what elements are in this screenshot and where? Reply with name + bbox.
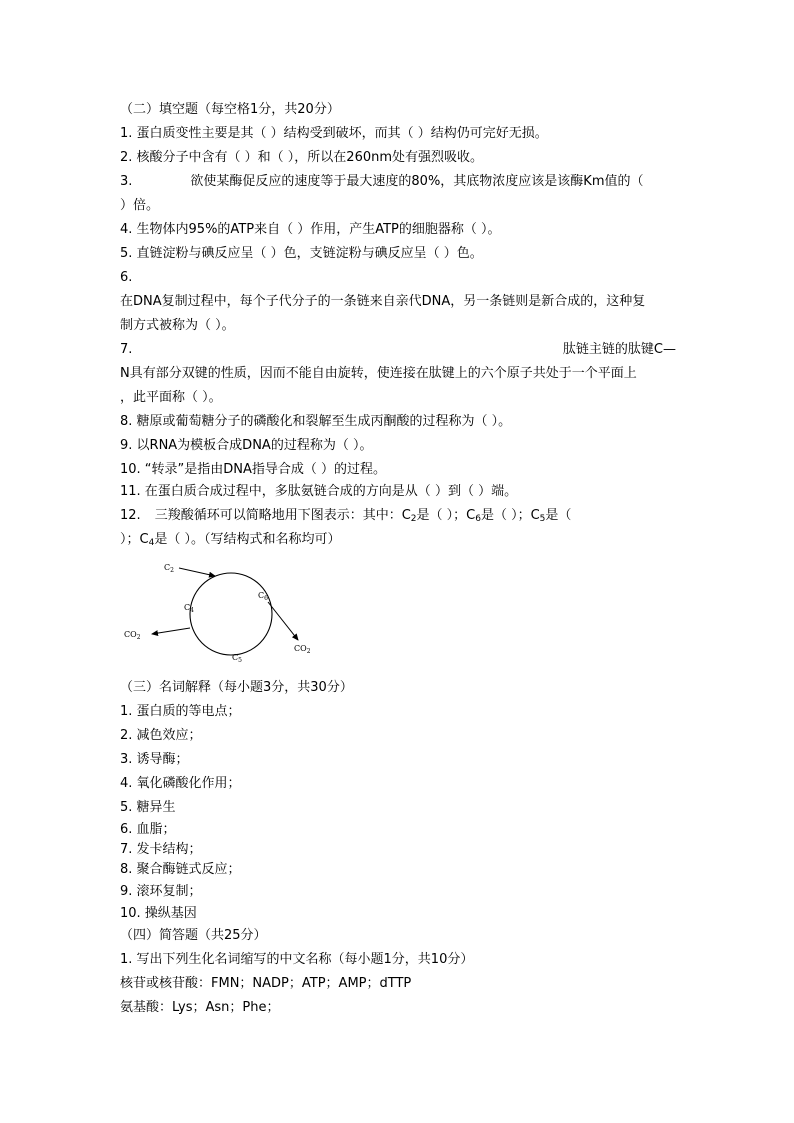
question-3-text: 欲使某酶促反应的速度等于最大速度的80%，其底物浓度应该是该酶Km值的（: [190, 174, 644, 189]
question-7-line-1: 肽链主链的肽键C—: [562, 342, 676, 357]
question-1: 1. 蛋白质变性主要是其（ ）结构受到破坏，而其（ ）结构仍可完好无损。: [120, 126, 548, 141]
question-5: 5. 直链淀粉与碘反应呈（ ）色，支链淀粉与碘反应呈（ ）色。: [120, 246, 483, 261]
c4-label: $C_4$: [184, 603, 194, 614]
question-12-continued: ）；$C_4$是（ ）。（写结构式和名称均可）: [120, 532, 341, 548]
term-6: 6. 血脂；: [120, 822, 176, 837]
question-7-line-2: N具有部分双键的性质，因而不能自由旋转，使连接在肽键上的六个原子共处于一个平面上: [120, 366, 637, 381]
term-1: 1. 蛋白质的等电点；: [120, 704, 241, 719]
amino-acid-abbreviations: 氨基酸：Lys；Asn；Phe；: [120, 1000, 280, 1015]
question-8: 8. 糖原或葡萄糖分子的磷酸化和裂解至生成丙酮酸的过程称为（ ）。: [120, 414, 512, 429]
c5-label: $C_5$: [232, 653, 242, 664]
co2-right-label: $CO_2$: [294, 644, 311, 655]
c6-label: $C_6$: [258, 591, 268, 602]
term-7: 7. 发卡结构；: [120, 842, 202, 857]
question-3-number: 3.: [120, 174, 133, 189]
cycle-circle: [190, 573, 272, 655]
question-9: 9. 以RNA为模板合成DNA的过程称为（ ）。: [120, 438, 373, 453]
short-answer-question-1: 1. 写出下列生化名词缩写的中文名称（每小题1分，共10分）: [120, 952, 474, 967]
question-7-number: 7.: [120, 342, 133, 357]
term-9: 9. 滚环复制；: [120, 884, 202, 899]
question-12: 12. 三羧酸循环可以简略地用下图表示：其中：$C_2$是（ ）；$C_6$是（ ）；$C_5$是（: [120, 508, 572, 524]
question-6-line-1: 在DNA复制过程中，每个子代分子的一条链来自亲代DNA，另一条链则是新合成的，这种复: [120, 294, 646, 309]
co2-release-arrow-left: [152, 628, 190, 634]
co2-left-label: $CO_2$: [124, 630, 141, 641]
question-7-line-3: ，此平面称（ ）。: [120, 390, 222, 405]
question-3: [120, 174, 676, 190]
question-6-number: 6.: [120, 270, 133, 285]
section-2-heading: （二）填空题（每空格1分，共20分）: [120, 102, 340, 117]
co2-release-arrow-right: [268, 602, 298, 640]
c2-label: $C_2$: [164, 563, 174, 574]
term-4: 4. 氧化磷酸化作用；: [120, 776, 241, 791]
term-3: 3. 诱导酶；: [120, 752, 189, 767]
c2-input-arrow: [179, 568, 215, 576]
question-2: 2. 核酸分子中含有（ ）和（ ），所以在260nm处有强烈吸收。: [120, 150, 484, 165]
term-5: 5. 糖异生: [120, 800, 176, 815]
term-8: 8. 聚合酶链式反应；: [120, 862, 241, 877]
term-10: 10. 操纵基因: [120, 906, 197, 921]
term-2: 2. 减色效应；: [120, 728, 202, 743]
question-4: 4. 生物体内95%的ATP来自（ ）作用，产生ATP的细胞器称（ ）。: [120, 222, 501, 237]
tca-cycle-diagram: [118, 558, 328, 666]
section-3-heading: （三）名词解释（每小题3分，共30分）: [120, 680, 353, 695]
question-6-line-2: 制方式被称为（ ）。: [120, 318, 235, 333]
question-12-number: 12.: [120, 508, 141, 523]
question-10: 10. “转录”是指由DNA指导合成（ ）的过程。: [120, 462, 387, 477]
section-4-heading: （四）简答题（共25分）: [120, 928, 267, 943]
question-3-continued: ）倍。: [120, 198, 160, 213]
question-11: 11. 在蛋白质合成过程中，多肽氨链合成的方向是从（ ）到（ ）端。: [120, 484, 518, 499]
nucleotide-abbreviations: 核苷或核苷酸：FMN；NADP；ATP；AMP；dTTP: [120, 976, 412, 991]
